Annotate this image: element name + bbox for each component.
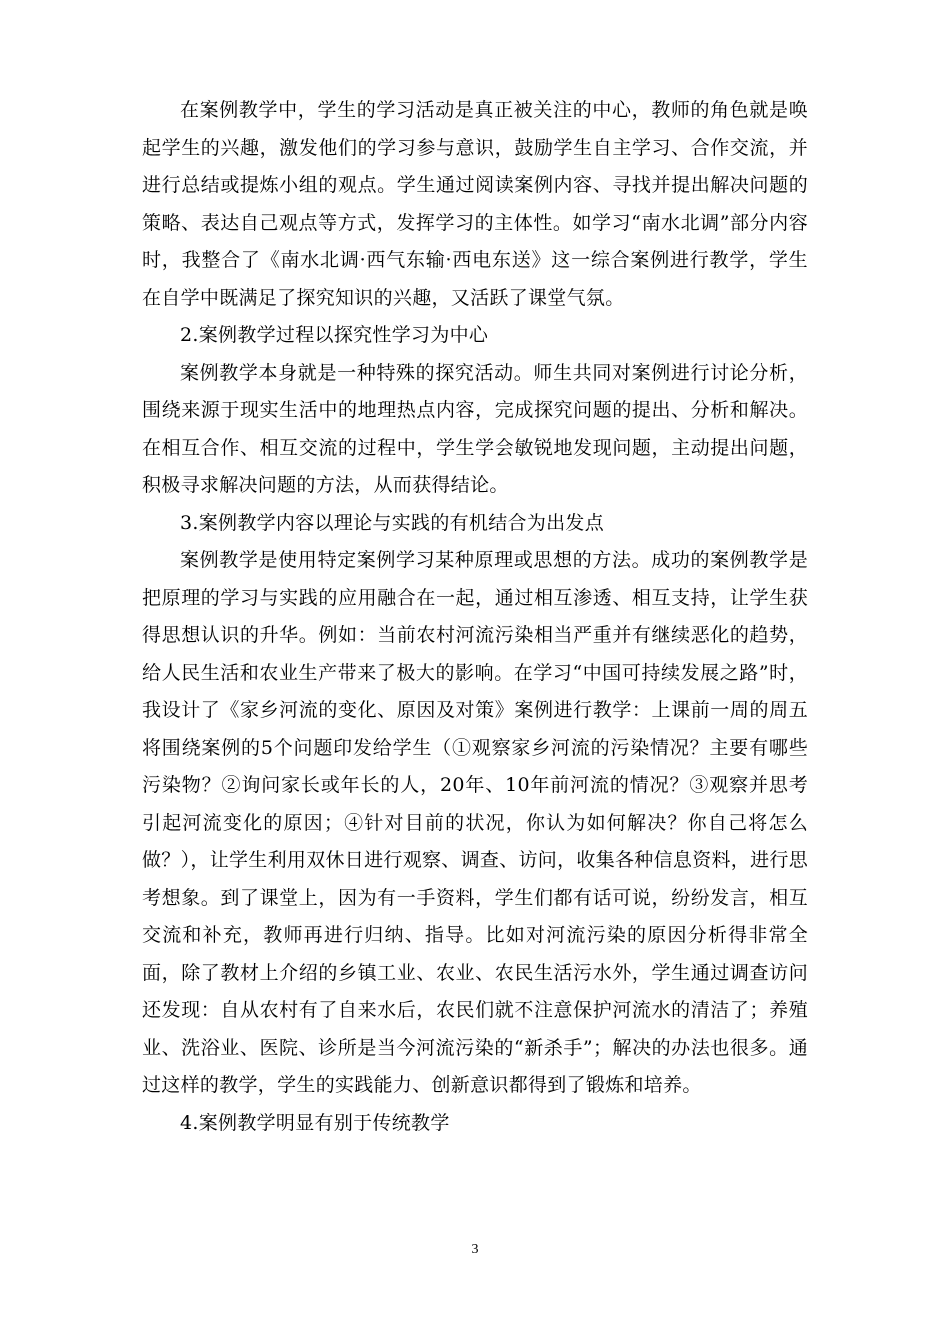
body-paragraph: 案例教学是使用特定案例学习某种原理或思想的方法。成功的案例教学是把原理的学习与实践的应用融合在一起，通过相互渗透、相互支持，让学生获得思想认识的升华。例如：当前农村河流污染相当严重并有继续恶化的趋势，给人民生活和农业生产带来了极大的影响。在学习“中国可持续发展之路”时，我设计了《家乡河流的变化、原因及对策》案例进行教学：上课前一周的周五将围绕案例的5个问题印发给学生（①观察家乡河流的污染情况？主要有哪些污染物？②询问家长或年长的人，20年、10年前河流的情况？③观察并思考引起河流变化的原因；④针对目前的状况，你认为如何解决？你自己将怎么做？），让学生利用双休日进行观察、调查、访问，收集各种信息资料，进行思考想象。到了课堂上，因为有一手资料，学生们都有话可说，纷纷发言，相互交流和补充，教师再进行归纳、指导。比如对河流污染的原因分析得非常全面，除了教材上介绍的乡镇工业、农业、农民生活污水外，学生通过调查访问还发现：自从农村有了自来水后，农民们就不注意保护河流水的清洁了；养殖业、洗浴业、医院、诊所是当今河流污染的“新杀手”；解决的办法也很多。通过这样的教学，学生的实践能力、创新意识都得到了锻炼和培养。 bbox=[142, 549, 809, 1096]
section-heading: 4.案例教学明显有别于传统教学 bbox=[180, 1111, 450, 1134]
section-heading: 3.案例教学内容以理论与实践的有机结合为出发点 bbox=[180, 511, 605, 534]
page-number: 3 bbox=[471, 1242, 479, 1257]
document-body bbox=[142, 92, 808, 1142]
body-paragraph: 在案例教学中，学生的学习活动是真正被关注的中心，教师的角色就是唤起学生的兴趣，激发他们的学习参与意识，鼓励学生自主学习、合作交流，并进行总结或提炼小组的观点。学生通过阅读案例内容、寻找并提出解决问题的策略、表达自己观点等方式，发挥学习的主体性。如学习“南水北调”部分内容时，我整合了《南水北调·西气东输·西电东送》这一综合案例进行教学，学生在自学中既满足了探究知识的兴趣，又活跃了课堂气氛。 bbox=[142, 99, 808, 309]
body-paragraph: 案例教学本身就是一种特殊的探究活动。师生共同对案例进行讨论分析，围绕来源于现实生活中的地理热点内容，完成探究问题的提出、分析和解决。在相互合作、相互交流的过程中，学生学会敏锐地发现问题，主动提出问题，积极寻求解决问题的方法，从而获得结论。 bbox=[142, 361, 808, 496]
section-heading: 2.案例教学过程以探究性学习为中心 bbox=[180, 324, 489, 346]
